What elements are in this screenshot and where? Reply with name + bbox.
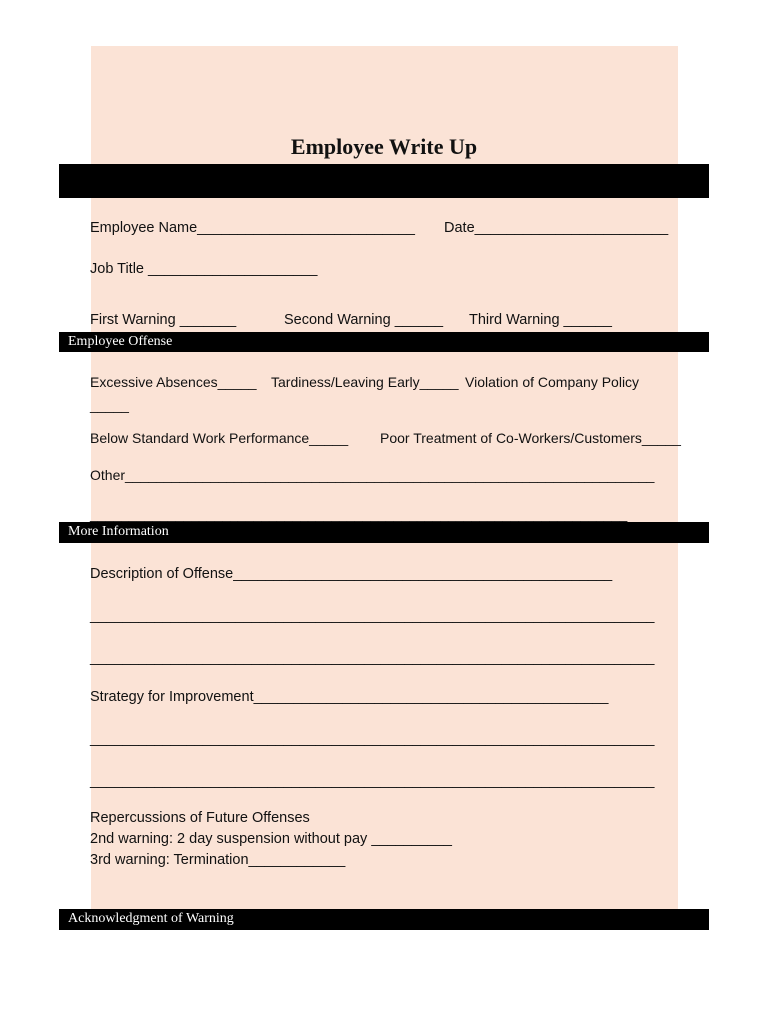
other-offense-field[interactable]: Other____________________________________________________________________ bbox=[90, 467, 655, 483]
second-warning-field[interactable]: Second Warning ______ bbox=[284, 312, 444, 328]
section-header-more-information: More Information bbox=[59, 522, 709, 543]
strategy-line-3[interactable]: ______________________________________________________________________ bbox=[90, 773, 655, 789]
description-line-3[interactable]: ______________________________________________________________________ bbox=[90, 650, 655, 666]
strategy-improvement-field[interactable]: Strategy for Improvement____________________________________________ bbox=[90, 689, 609, 705]
third-warning-field[interactable]: Third Warning ______ bbox=[469, 312, 612, 328]
first-warning-field[interactable]: First Warning _______ bbox=[90, 312, 237, 328]
section-header-employee-offense: Employee Offense bbox=[59, 332, 709, 352]
third-warning-rule[interactable]: 3rd warning: Termination____________ bbox=[90, 852, 346, 868]
poor-treatment-field[interactable]: Poor Treatment of Co-Workers/Customers_____ bbox=[380, 430, 681, 446]
second-warning-rule[interactable]: 2nd warning: 2 day suspension without pay __________ bbox=[90, 831, 452, 847]
violation-policy-blank[interactable]: _____ bbox=[90, 397, 129, 413]
title-divider-bar bbox=[59, 164, 709, 198]
form-title: Employee Write Up bbox=[290, 134, 478, 159]
violation-policy-label: Violation of Company Policy bbox=[465, 374, 640, 390]
strategy-line-2[interactable]: ______________________________________________________________________ bbox=[90, 731, 655, 747]
excessive-absences-field[interactable]: Excessive Absences_____ bbox=[90, 374, 257, 390]
description-offense-field[interactable]: Description of Offense_______________________________________________ bbox=[90, 566, 613, 582]
tardiness-field[interactable]: Tardiness/Leaving Early_____ bbox=[271, 374, 459, 390]
repercussions-heading: Repercussions of Future Offenses bbox=[90, 810, 310, 826]
description-line-2[interactable]: ______________________________________________________________________ bbox=[90, 608, 655, 624]
other-offense-line-2[interactable]: _____________________________________________________________________ bbox=[90, 506, 628, 522]
date-field[interactable]: Date________________________ bbox=[444, 220, 669, 236]
below-standard-field[interactable]: Below Standard Work Performance_____ bbox=[90, 430, 349, 446]
section-header-acknowledgment: Acknowledgment of Warning bbox=[59, 909, 709, 930]
job-title-field[interactable]: Job Title _____________________ bbox=[90, 261, 318, 277]
employee-name-field[interactable]: Employee Name___________________________ bbox=[90, 220, 415, 236]
